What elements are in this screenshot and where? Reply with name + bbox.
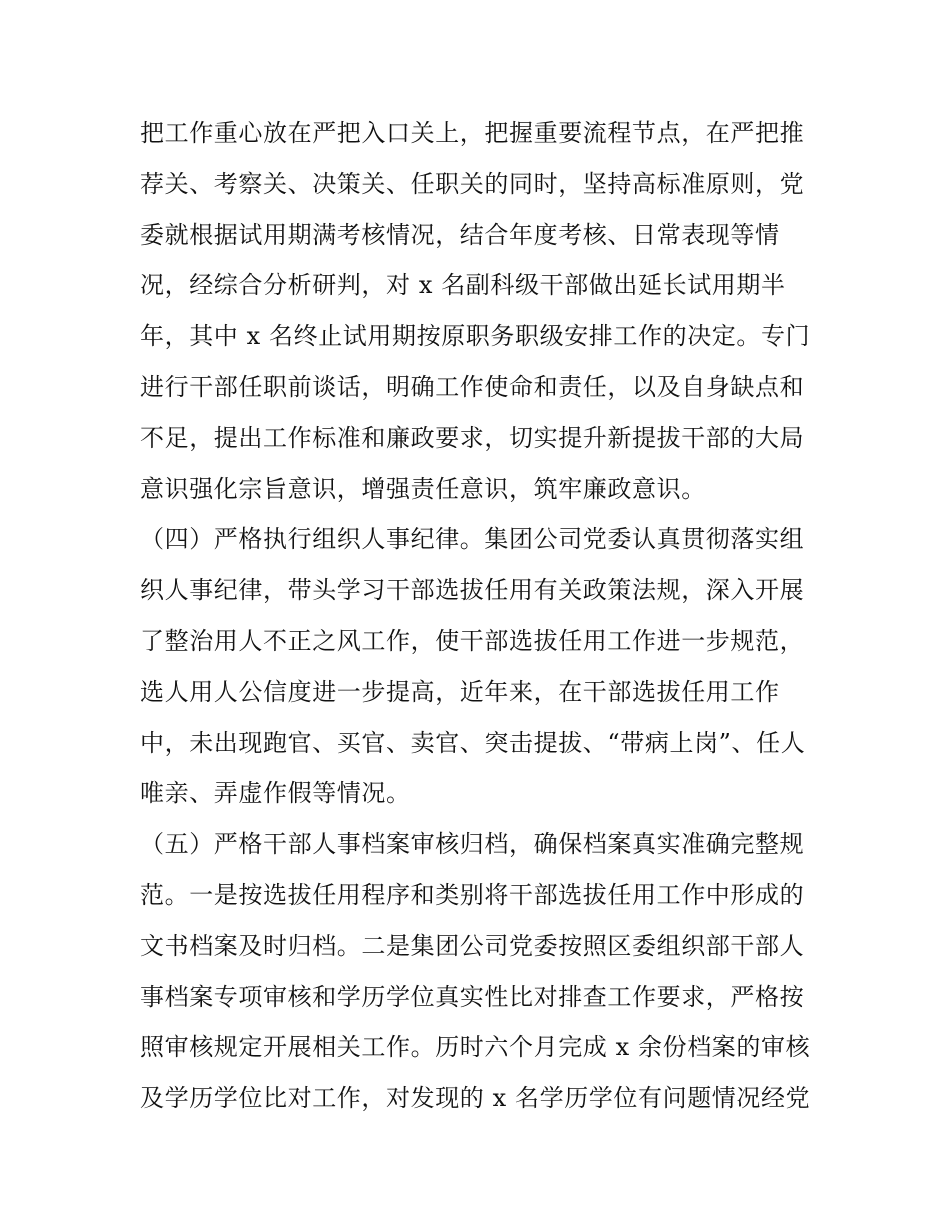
text-line: 选人用人公信度进一步提高，近年来，在干部选拔任用工作 [140, 677, 780, 706]
text-line: 范。一是按选拔任用程序和类别将干部选拔任用工作中形成的 [140, 880, 805, 909]
text-line: 织人事纪律，带头学习干部选拔任用有关政策法规，深入开展 [140, 576, 805, 605]
section-heading-four: （四）严格执行组织人事纪律。集团公司党委认真贯彻落实组 [140, 525, 805, 554]
text-line: 进行干部任职前谈话，明确工作使命和责任，以及自身缺点和 [140, 372, 805, 401]
text-line: 况，经综合分析研判，对 x 名副科级干部做出延长试用期半 [140, 271, 786, 300]
text-line: 年，其中 x 名终止试用期按原职务职级安排工作的决定。专门 [140, 322, 811, 351]
text-line: 事档案专项审核和学历学位真实性比对排查工作要求，严格按 [140, 982, 805, 1011]
text-line: 文书档案及时归档。二是集团公司党委按照区委组织部干部人 [140, 931, 805, 960]
text-line: 意识强化宗旨意识，增强责任意识，筑牢廉政意识。 [140, 474, 706, 503]
text-line: 唯亲、弄虚作假等情况。 [140, 779, 411, 808]
text-line: 照审核规定开展相关工作。历时六个月完成 x 余份档案的审核 [140, 1033, 811, 1062]
section-heading-five: （五）严格干部人事档案审核归档，确保档案真实准确完整规 [140, 830, 805, 859]
text-line: 把工作重心放在严把入口关上，把握重要流程节点，在严把推 [140, 119, 805, 147]
text-line: 委就根据试用期满考核情况，结合年度考核、日常表现等情 [140, 220, 780, 249]
body-text [140, 108, 820, 1124]
text-line: 中，未出现跑官、买官、卖官、突击提拔、“带病上岗”、任人 [140, 728, 806, 757]
text-line: 不足，提出工作标准和廉政要求，切实提升新提拔干部的大局 [140, 423, 805, 452]
text-line: 了整治用人不正之风工作，使干部选拔任用工作进一步规范， [140, 626, 805, 655]
text-line: 荐关、考察关、决策关、任职关的同时，坚持高标准原则，党 [140, 169, 805, 198]
text-line: 及学历学位比对工作，对发现的 x 名学历学位有问题情况经党 [140, 1084, 811, 1113]
